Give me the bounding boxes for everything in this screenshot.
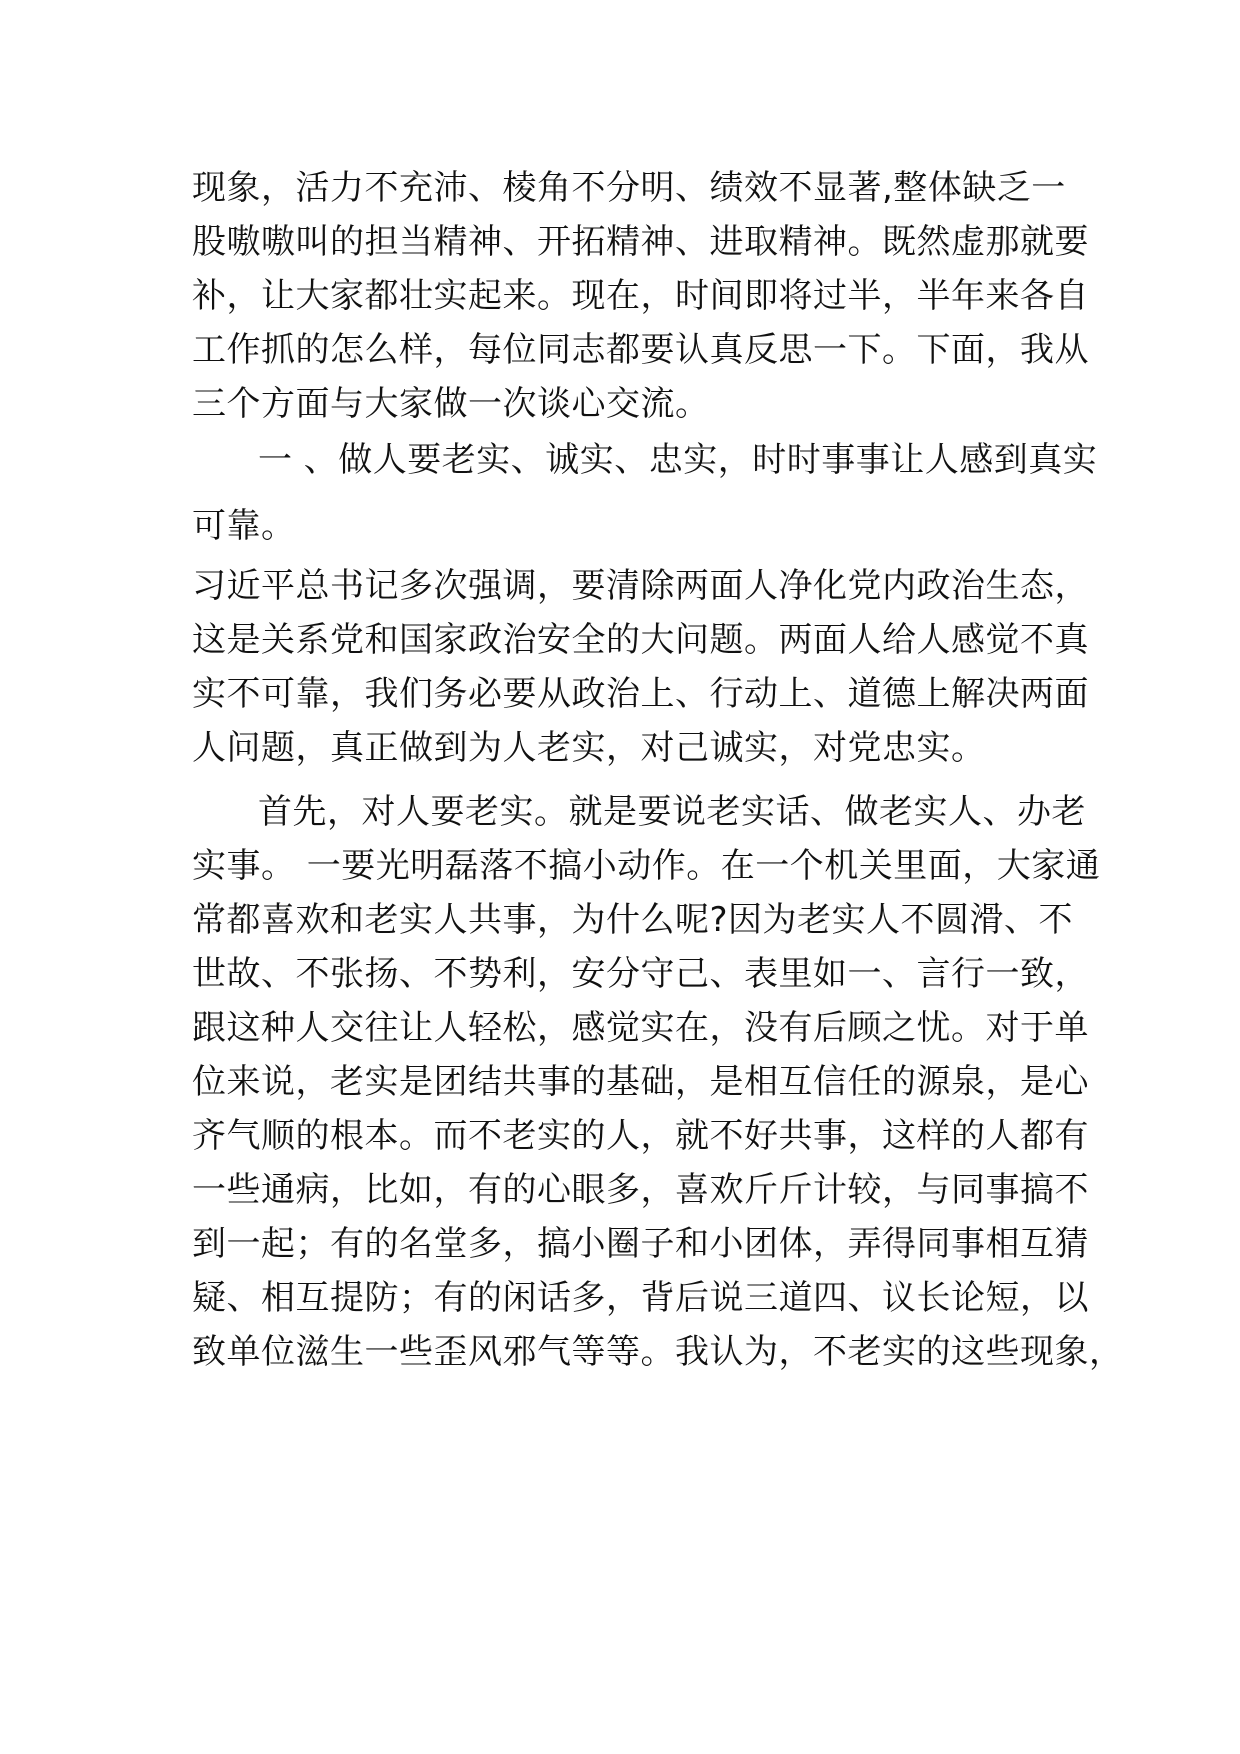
body-text-line: 三个方面与大家做一次谈心交流。 [192,384,710,424]
body-text-line: 位来说，老实是团结共事的基础，是相互信任的源泉，是心 [192,1062,1089,1102]
body-text-line: 股嗷嗷叫的担当精神、开拓精神、进取精神。既然虚那就要 [192,222,1089,262]
body-text-line: 世故、不张扬、不势利，安分守己、表里如一、言行一致， [192,954,1089,994]
body-text-line: 到一起；有的名堂多，搞小圈子和小团体，弄得同事相互猜 [192,1224,1089,1264]
body-text-line: 工作抓的怎么样，每位同志都要认真反思一下。下面，我从 [192,330,1089,370]
body-text-line: 一些通病，比如，有的心眼多，喜欢斤斤计较，与同事搞不 [192,1170,1089,1210]
paragraph-first-line: 首先，对人要老实。就是要说老实话、做老实人、办老 [258,792,1086,832]
body-text-line: 齐气顺的根本。而不老实的人，就不好共事，这样的人都有 [192,1116,1089,1156]
body-text-line: 补，让大家都壮实起来。现在，时间即将过半，半年来各自 [192,276,1089,316]
body-text-line: 实事。 一要光明磊落不搞小动作。在一个机关里面，大家通 [192,846,1101,886]
body-text-line: 疑、相互提防；有的闲话多，背后说三道四、议长论短，以 [192,1278,1089,1318]
body-text-line: 跟这种人交往让人轻松，感觉实在，没有后顾之忧。对于单 [192,1008,1089,1048]
section-heading: 一 、做人要老实、诚实、忠实，时时事事让人感到真实 [258,440,1098,480]
body-text-line: 现象，活力不充沛、棱角不分明、绩效不显著,整体缺乏一 [192,168,1066,208]
body-text-line: 致单位滋生一些歪风邪气等等。我认为，不老实的这些现象， [192,1332,1124,1372]
body-text-line: 习近平总书记多次强调，要清除两面人净化党内政治生态， [192,566,1089,606]
body-text-line: 实不可靠，我们务必要从政治上、行动上、道德上解决两面 [192,674,1089,714]
body-text-line: 这是关系党和国家政治安全的大问题。两面人给人感觉不真 [192,620,1089,660]
body-text-line: 人问题，真正做到为人老实，对己诚实，对党忠实。 [192,728,986,768]
section-heading-continuation: 可靠。 [192,506,296,546]
body-text-line: 常都喜欢和老实人共事，为什么呢?因为老实人不圆滑、不 [192,900,1074,940]
